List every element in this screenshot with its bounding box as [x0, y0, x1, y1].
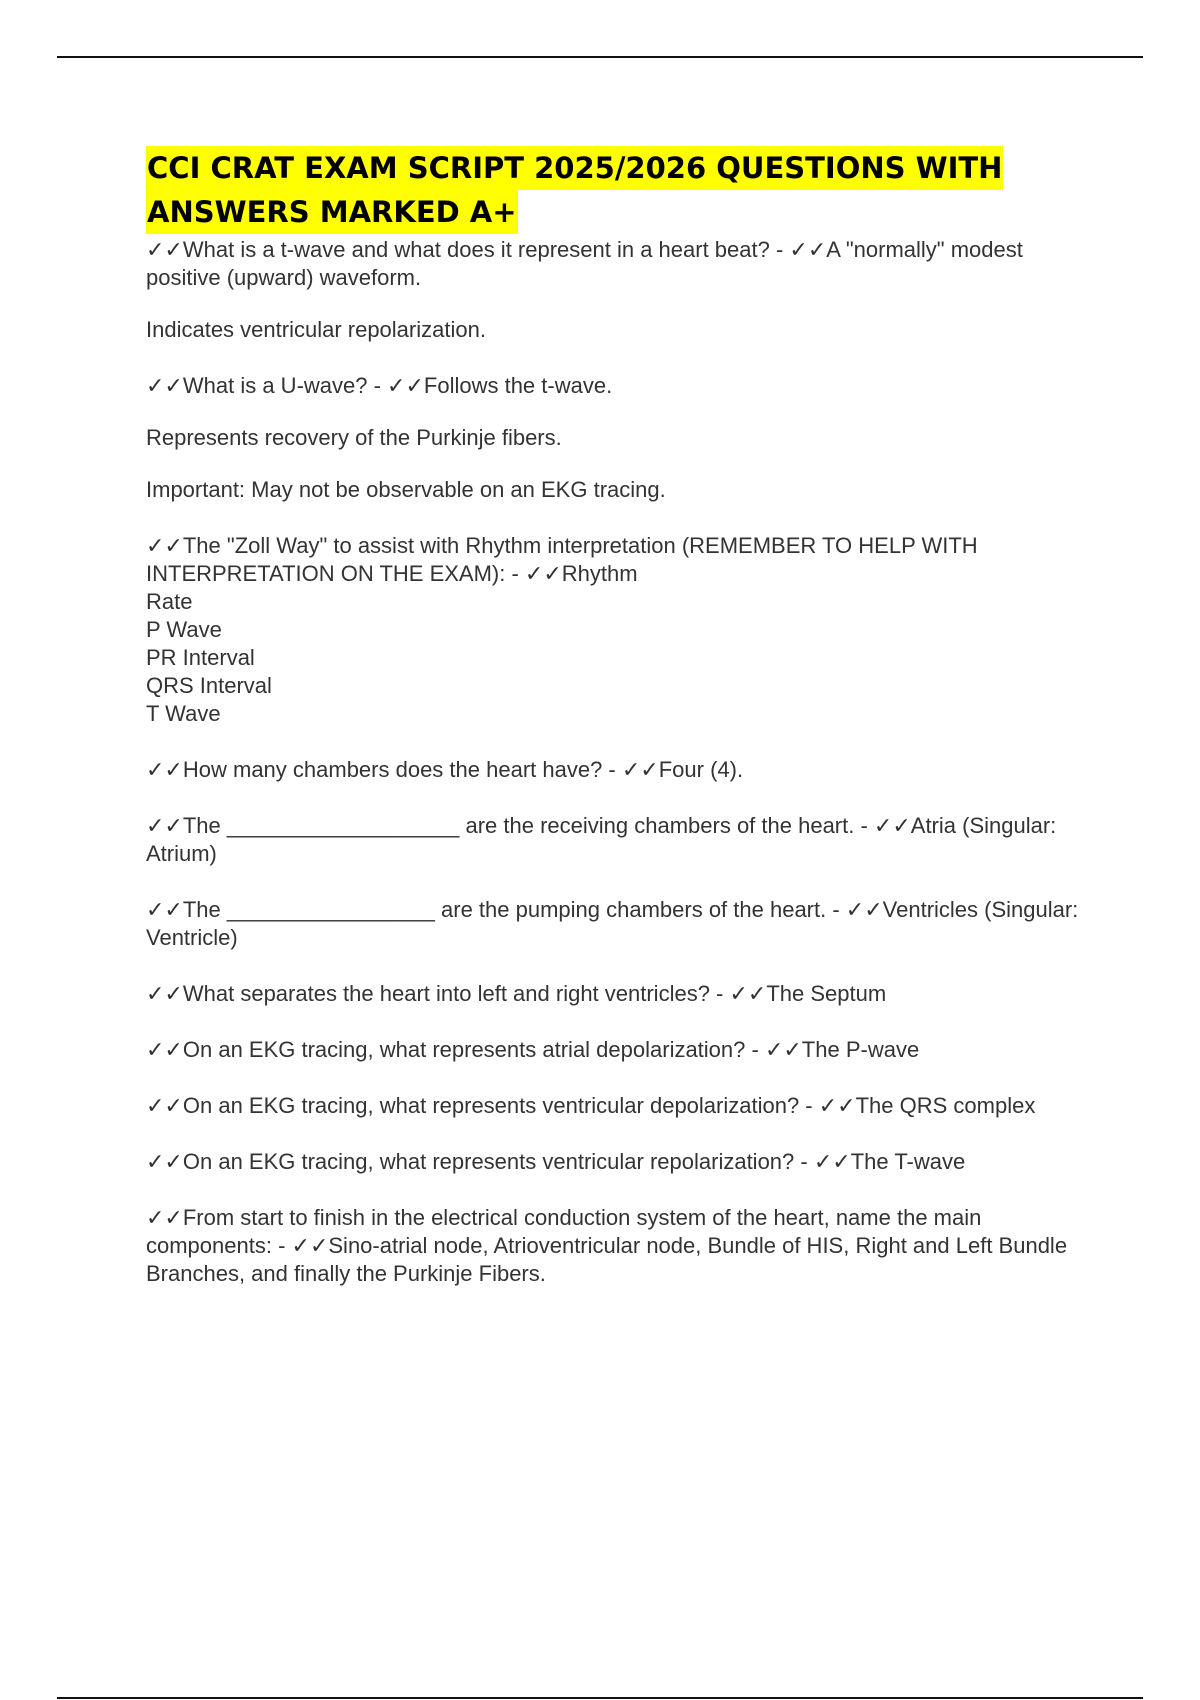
- qa-t-wave: ✓✓What is a t-wave and what does it represent in a heart beat? - ✓✓A "normally" modest positive (upward) waveform.: [146, 237, 1023, 290]
- qa-conduction-system: ✓✓From start to finish in the electrical conduction system of the heart, name the main components: - ✓✓Sino-atrial node, Atrioventricular node, Bundle of HIS, Right and Left Bundle Branches, and finally the Purkinje Fibers.: [146, 1205, 1068, 1286]
- zoll-way-list: [146, 588, 1086, 728]
- list-item: P Wave: [146, 617, 222, 642]
- qa-zoll-way: [146, 532, 1086, 728]
- qa-ventricles: ✓✓The _________________ are the pumping chambers of the heart. - ✓✓Ventricles (Singular: Ventricle): [146, 897, 1079, 950]
- t-wave-note: Indicates ventricular repolarization.: [146, 317, 486, 342]
- qa-ventricular-repolarization: ✓✓On an EKG tracing, what represents ventricular repolarization? - ✓✓The T-wave: [146, 1149, 966, 1174]
- title-line-2: ANSWERS MARKED A+: [146, 190, 518, 234]
- document-body: [146, 146, 1086, 1288]
- zoll-way-question: ✓✓The "Zoll Way" to assist with Rhythm interpretation (REMEMBER TO HELP WITH INTERPRETATION ON THE EXAM): - ✓✓Rhythm: [146, 533, 978, 586]
- qa-chambers: ✓✓How many chambers does the heart have? - ✓✓Four (4).: [146, 757, 744, 782]
- qa-atrial-depolarization: ✓✓On an EKG tracing, what represents atrial depolarization? - ✓✓The P-wave: [146, 1037, 920, 1062]
- qa-septum: ✓✓What separates the heart into left and right ventricles? - ✓✓The Septum: [146, 981, 887, 1006]
- document-title: [146, 146, 1086, 234]
- bottom-rule: [57, 1697, 1143, 1699]
- list-item: PR Interval: [146, 645, 255, 670]
- u-wave-note-2: Important: May not be observable on an EKG tracing.: [146, 477, 666, 502]
- qa-ventricular-depolarization: ✓✓On an EKG tracing, what represents ventricular depolarization? - ✓✓The QRS complex: [146, 1093, 1036, 1118]
- list-item: Rate: [146, 589, 193, 614]
- qa-atria: ✓✓The ___________________ are the receiving chambers of the heart. - ✓✓Atria (Singular: Atrium): [146, 813, 1057, 866]
- list-item: T Wave: [146, 701, 221, 726]
- title-line-1: CCI CRAT EXAM SCRIPT 2025/2026 QUESTIONS WITH: [146, 146, 1003, 190]
- qa-u-wave: ✓✓What is a U-wave? - ✓✓Follows the t-wave.: [146, 373, 613, 398]
- list-item: QRS Interval: [146, 673, 272, 698]
- u-wave-note-1: Represents recovery of the Purkinje fibers.: [146, 425, 562, 450]
- top-rule: [57, 56, 1143, 58]
